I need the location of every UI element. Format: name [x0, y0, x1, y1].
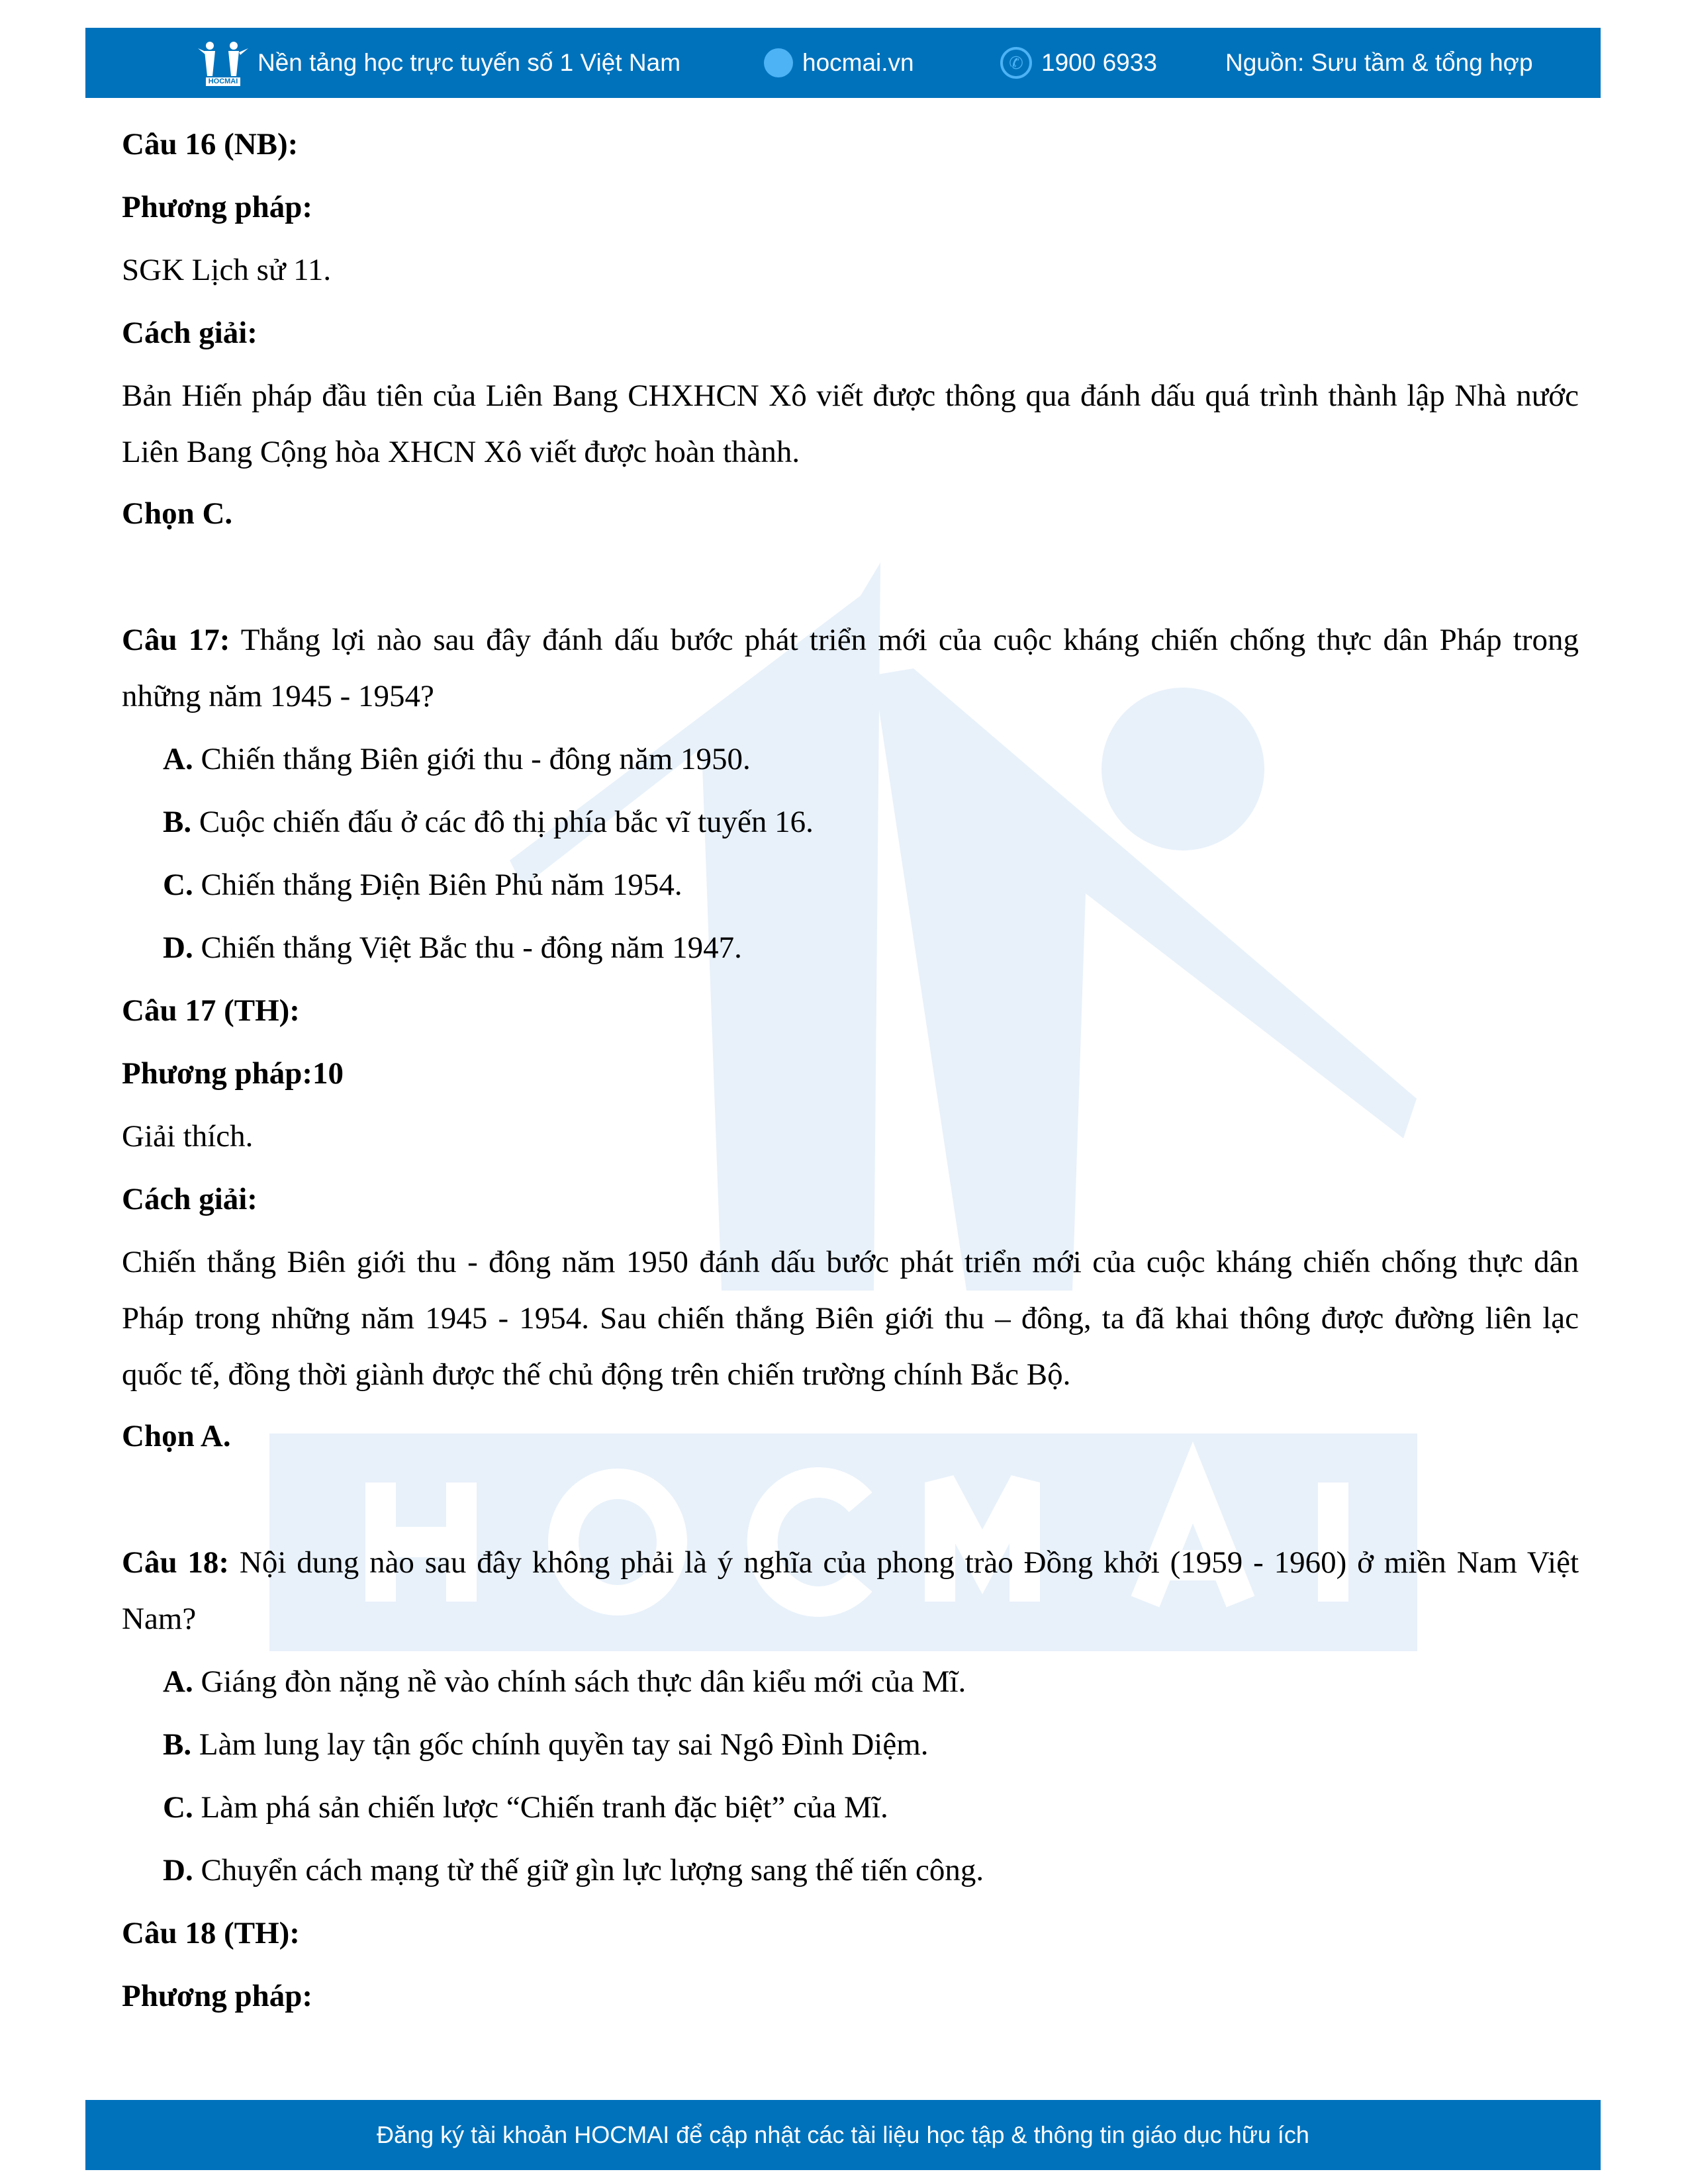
q17-answer-title: Câu 17 (TH): — [122, 993, 300, 1028]
q17-choice: Chọn A. — [122, 1419, 231, 1453]
q18-method-label: Phương pháp: — [122, 1979, 313, 2013]
phone-link[interactable] — [1000, 28, 1157, 98]
q16-solution-label: Cách giải: — [122, 316, 258, 350]
q18-option-b: B. Làm lung lay tận gốc chính quyền tay sai Ngô Đình Diệm. — [163, 1727, 929, 1762]
q18-option-d: D. Chuyển cách mạng từ thế giữ gìn lực lượng sang thế tiến công. — [163, 1853, 984, 1888]
q17-option-d: D. Chiến thắng Việt Bắc thu - đông năm 1947. — [163, 931, 742, 965]
hocmai-logo-icon — [198, 40, 248, 86]
q17-option-a: A. Chiến thắng Biên giới thu - đông năm 1950. — [163, 742, 751, 776]
q17-solution-label: Cách giải: — [122, 1182, 258, 1216]
globe-icon — [764, 48, 793, 77]
phone-text: 1900 6933 — [1041, 49, 1157, 76]
header-bar — [85, 28, 1601, 98]
q17-method: Giải thích. — [122, 1119, 254, 1154]
q18-answer-title: Câu 18 (TH): — [122, 1916, 300, 1950]
q17-solution: Chiến thắng Biên giới thu - đông năm 1950 đánh dấu bước phát triển mới của cuộc kháng chiến chống thực dân Pháp trong những năm 1945 - 1954. Sau chiến thắng Biên giới thu – đông, ta đã khai thông được đường liên lạc quốc tế, đồng thời giành được thế chủ động trên chiến trường chính Bắc Bộ. — [122, 1245, 1579, 1392]
source-note — [1225, 28, 1533, 98]
q18-question: Câu 18: Nội dung nào sau đây không phải là ý nghĩa của phong trào Đồng khởi (1959 - 1960) ở miền Nam Việt Nam? — [122, 1545, 1579, 1636]
q16-choice: Chọn C. — [122, 496, 233, 531]
website-link[interactable] — [764, 28, 914, 98]
brand — [198, 28, 680, 98]
logo-text: HOCMAI — [206, 77, 241, 86]
q17-option-b: B. Cuộc chiến đấu ở các đô thị phía bắc vĩ tuyến 16. — [163, 805, 814, 839]
phone-icon: ✆ — [1000, 47, 1032, 79]
footer-bar — [85, 2100, 1601, 2170]
q16-solution: Bản Hiến pháp đầu tiên của Liên Bang CHXHCN Xô viết được thông qua đánh dấu quá trình thành lập Nhà nước Liên Bang Cộng hòa XHCN Xô viết được hoàn thành. — [122, 379, 1579, 469]
q17-option-c: C. Chiến thắng Điện Biên Phủ năm 1954. — [163, 868, 682, 902]
q16-answer-title: Câu 16 (NB): — [122, 127, 299, 161]
document-body — [122, 116, 1579, 2031]
q17-question: Câu 17: Thắng lợi nào sau đây đánh dấu bước phát triển mới của cuộc kháng chiến chống thực dân Pháp trong những năm 1945 - 1954? — [122, 623, 1579, 713]
q18-option-c: C. Làm phá sản chiến lược “Chiến tranh đặc biệt” của Mĩ. — [163, 1790, 888, 1825]
q18-option-a: A. Giáng đòn nặng nề vào chính sách thực dân kiểu mới của Mĩ. — [163, 1664, 966, 1699]
q17-method-label: Phương pháp:10 — [122, 1056, 344, 1091]
q16-method-label: Phương pháp: — [122, 190, 313, 224]
tagline: Nền tảng học trực tuyến số 1 Việt Nam — [258, 49, 681, 76]
source-text: Nguồn: Sưu tầm & tổng hợp — [1225, 49, 1533, 76]
q16-method: SGK Lịch sử 11. — [122, 253, 332, 287]
footer-signup-text[interactable]: Đăng ký tài khoản HOCMAI để cập nhật các tài liệu học tập & thông tin giáo dục hữu ích — [377, 2121, 1309, 2148]
website-text: hocmai.vn — [802, 49, 914, 76]
